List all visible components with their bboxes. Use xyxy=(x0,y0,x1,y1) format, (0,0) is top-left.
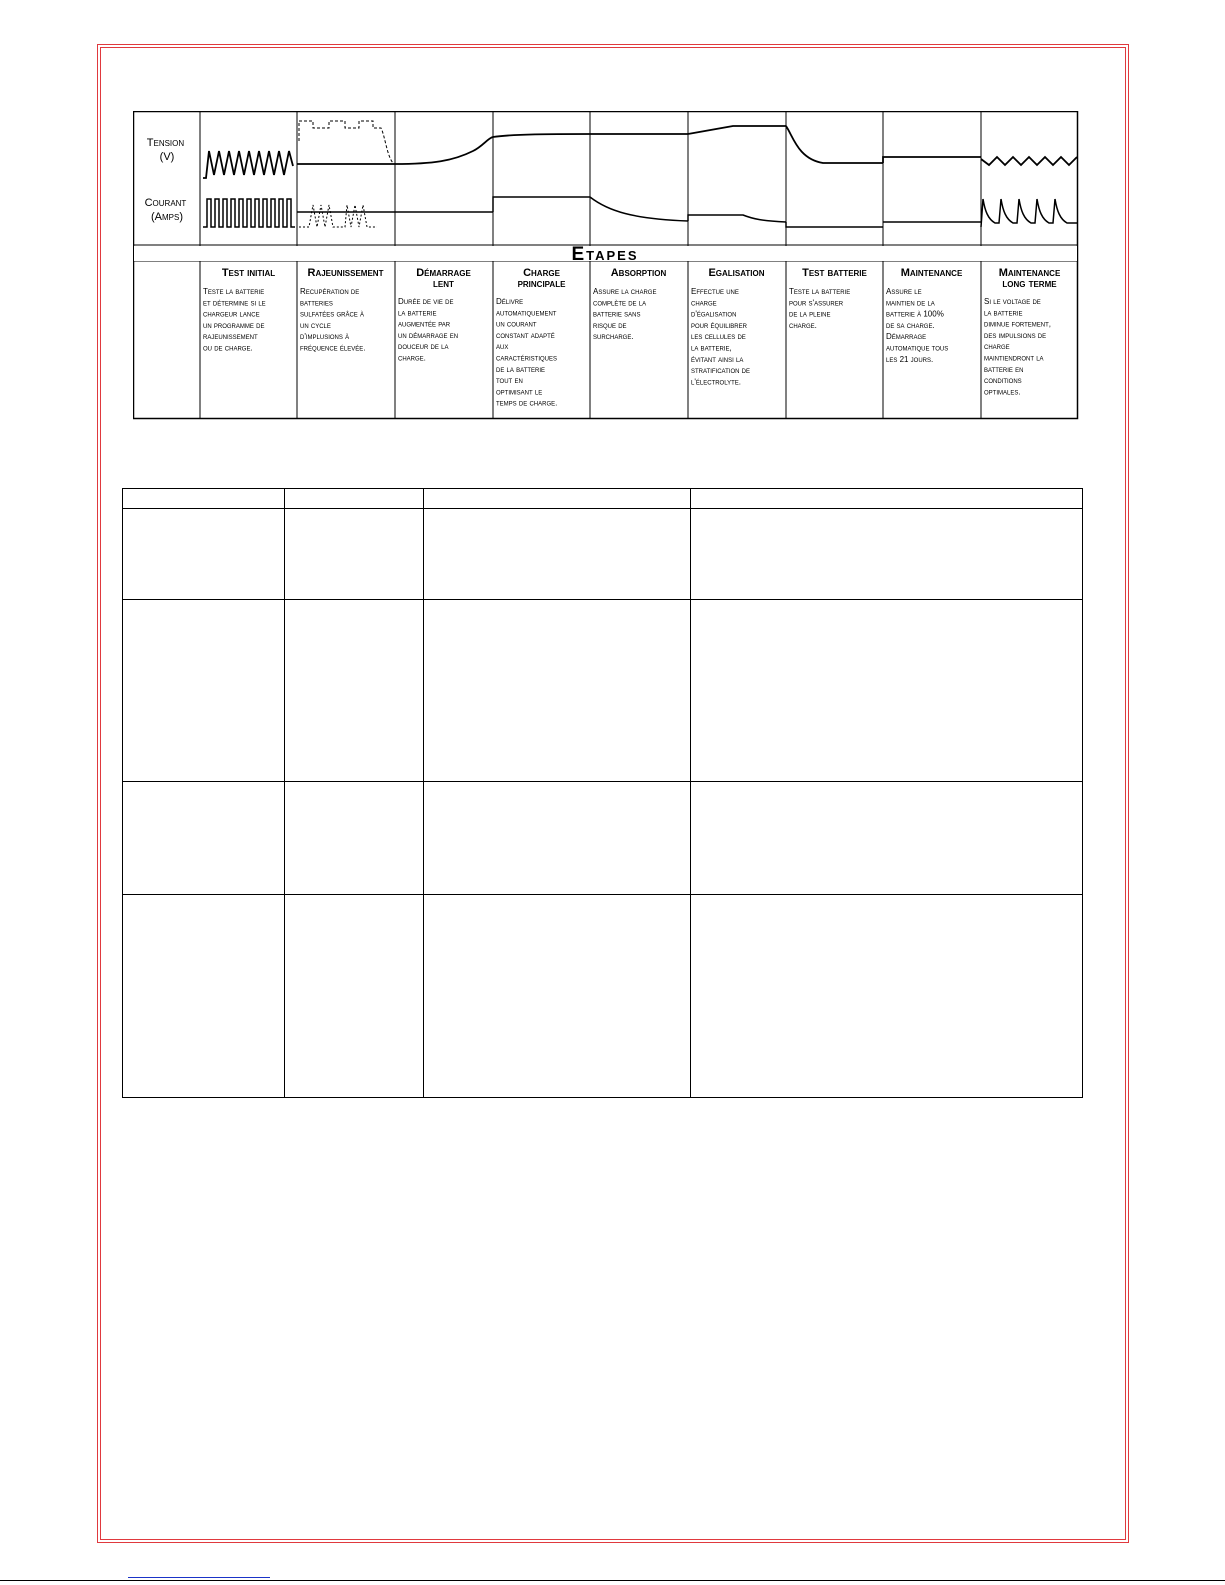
stage-title-3 xyxy=(518,267,567,290)
stage-desc-line: automatiquement xyxy=(496,308,557,318)
empty-table xyxy=(122,488,1083,1098)
stage-desc-line: augmentée par xyxy=(398,319,451,329)
stage-desc-line: maintiendront la xyxy=(984,353,1044,363)
table-cell xyxy=(123,600,285,782)
stage-title-line: Charge xyxy=(523,267,560,279)
footer-link-underline xyxy=(128,1577,270,1578)
table-row xyxy=(123,895,1083,1098)
stage-desc-6 xyxy=(789,287,850,330)
footer-rule xyxy=(0,1580,1225,1581)
stage-desc-line: charge. xyxy=(789,320,817,330)
table-cell xyxy=(285,600,424,782)
stage-desc-5 xyxy=(691,287,750,386)
stage-desc-line: risque de xyxy=(593,320,627,330)
stage-desc-line: diminue fortement, xyxy=(984,319,1051,329)
stage-desc-line: automatique tous xyxy=(886,343,949,353)
stage-title-1 xyxy=(308,267,384,279)
table-cell xyxy=(424,509,691,600)
stage-desc-line: un démarrage en xyxy=(398,330,459,340)
stage-desc-line: Durée de vie de xyxy=(398,297,454,306)
stage-title-4 xyxy=(611,267,667,279)
stage-desc-line: optimisant le xyxy=(496,387,543,397)
table-cell xyxy=(123,489,285,509)
stage-desc-line: des impulsions de xyxy=(984,330,1047,340)
table-cell xyxy=(691,489,1083,509)
stage-desc-line: chargeur lance xyxy=(203,309,260,319)
stage-title-2 xyxy=(416,267,471,290)
stage-desc-line: Teste la batterie xyxy=(789,287,851,296)
stage-desc-line: un programme de xyxy=(203,320,265,330)
stage-desc-line: batterie sans xyxy=(593,309,641,319)
stage-title-8 xyxy=(999,267,1061,290)
table-cell xyxy=(285,895,424,1098)
stage-desc-line: pour équilibrer xyxy=(691,320,747,330)
stage-desc-line: l'électrolyte. xyxy=(691,377,741,387)
stage-desc-line: Assure le xyxy=(886,287,922,296)
stage-title-line: Test batterie xyxy=(802,267,867,279)
table-cell xyxy=(123,895,285,1098)
stage-desc-line: Recupération de xyxy=(300,287,360,296)
stage-desc-line: batterie à 100% xyxy=(886,309,944,319)
stage-desc-line: la batterie xyxy=(984,308,1023,318)
stage-desc-line: complète de la xyxy=(593,298,647,308)
table-cell xyxy=(424,895,691,1098)
charging-stages-svg xyxy=(133,111,1090,425)
stage-desc-line: charge xyxy=(984,342,1010,352)
stage-title-line: principale xyxy=(517,278,566,290)
stage-desc-line: Délivre xyxy=(496,297,524,306)
stage-desc-line: aux xyxy=(496,342,509,352)
stage-desc-line: pour s'assurer xyxy=(789,298,844,308)
stage-title-line: long terme xyxy=(1002,278,1057,290)
stage-desc-line: les cellules de xyxy=(691,332,746,342)
stage-desc-line: de la batterie xyxy=(496,364,546,374)
stage-title-line: Maintenance xyxy=(900,267,963,279)
stage-desc-8 xyxy=(984,297,1051,396)
stage-title-6 xyxy=(802,267,867,279)
stage-desc-line: la batterie, xyxy=(691,343,732,353)
table-cell xyxy=(691,600,1083,782)
stage-desc-line: Teste la batterie xyxy=(203,287,265,296)
current-pulse-dashed xyxy=(299,205,377,227)
stage-desc-line: conditions xyxy=(984,376,1022,386)
stage-desc-line: tout en xyxy=(496,376,523,386)
stage-desc-1 xyxy=(300,287,365,353)
stage-desc-line: les 21 jours. xyxy=(886,354,934,364)
stage-desc-7 xyxy=(886,287,948,364)
table-cell xyxy=(285,509,424,600)
stage-title-line: Egalisation xyxy=(708,267,765,279)
stage-desc-4 xyxy=(593,287,656,341)
stage-title-line: Absorption xyxy=(610,267,667,279)
stage-desc-line: d'égalisation xyxy=(691,309,737,319)
stage-title-line: Test initial xyxy=(221,267,276,279)
stage-desc-line: stratification de xyxy=(691,366,750,376)
table-cell xyxy=(285,489,424,509)
stage-desc-line: batteries xyxy=(300,298,333,308)
table-cell xyxy=(424,782,691,895)
stage-title-0 xyxy=(222,267,275,279)
stage-desc-line: évitant ainsi la xyxy=(691,354,744,364)
stage-desc-line: Si le voltage de xyxy=(984,297,1041,306)
stage-desc-line: charge. xyxy=(398,353,426,363)
stage-column-dividers xyxy=(200,111,981,419)
voltage-pulse-dashed xyxy=(299,121,393,163)
table-cell xyxy=(691,895,1083,1098)
stage-desc-line: rajeunissement xyxy=(203,332,258,342)
courant-label: Courant (Amps) xyxy=(144,197,187,223)
current-curves xyxy=(203,197,1077,227)
stage-desc-line: douceur de la xyxy=(398,342,449,352)
stages-header: Etapes xyxy=(571,244,639,265)
stage-desc-line: d'implusions à xyxy=(300,332,350,342)
table-cell xyxy=(691,782,1083,895)
stage-desc-line: caractéristiques xyxy=(496,353,558,363)
stage-desc-line: maintien de la xyxy=(886,298,935,308)
stage-desc-line: charge xyxy=(691,298,717,308)
stage-desc-line: ou de charge. xyxy=(203,343,253,353)
stage-desc-line: sulfatées grâce à xyxy=(300,309,365,319)
stage-desc-line: Assure la charge xyxy=(593,287,657,296)
stage-desc-line: de la pleine xyxy=(789,309,831,319)
stage-desc-line: fréquence élevée. xyxy=(300,343,366,353)
stage-desc-line: et détermine si le xyxy=(203,298,266,308)
stage-title-line: Maintenance xyxy=(998,267,1061,279)
stage-desc-line: un courant xyxy=(496,319,537,329)
stage-title-7 xyxy=(901,267,963,279)
table-row xyxy=(123,509,1083,600)
stage-desc-line: la batterie xyxy=(398,308,437,318)
stage-title-5 xyxy=(708,267,764,279)
table-cell xyxy=(123,782,285,895)
stage-desc-line: Démarrage xyxy=(886,332,927,342)
stage-desc-line: un cycle xyxy=(300,320,331,330)
table-cell xyxy=(285,782,424,895)
table-cell xyxy=(424,600,691,782)
voltage-curves xyxy=(203,126,1077,178)
stage-title-line: Rajeunissement xyxy=(307,267,384,279)
stage-desc-2 xyxy=(398,297,458,363)
stage-desc-line: optimales. xyxy=(984,387,1021,397)
stage-desc-line: batterie en xyxy=(984,364,1024,374)
stage-desc-line: constant adapté xyxy=(496,330,555,340)
table-cell xyxy=(424,489,691,509)
stages-text-group xyxy=(203,267,1061,408)
tension-label: Tension (V) xyxy=(146,137,185,163)
charging-stages-diagram xyxy=(133,111,1090,425)
stage-desc-3 xyxy=(496,297,557,408)
stage-title-line: Démarrage xyxy=(416,267,471,279)
table-row xyxy=(123,782,1083,895)
stage-desc-line: de sa charge. xyxy=(886,320,935,330)
stage-desc-0 xyxy=(203,287,266,353)
table-cell xyxy=(691,509,1083,600)
table-row xyxy=(123,600,1083,782)
table-cell xyxy=(123,509,285,600)
stage-title-line: lent xyxy=(433,278,454,290)
stage-desc-line: Effectue une xyxy=(691,287,739,296)
stage-desc-line: temps de charge. xyxy=(496,398,558,408)
table-row xyxy=(123,489,1083,509)
stage-desc-line: surcharge. xyxy=(593,332,634,342)
